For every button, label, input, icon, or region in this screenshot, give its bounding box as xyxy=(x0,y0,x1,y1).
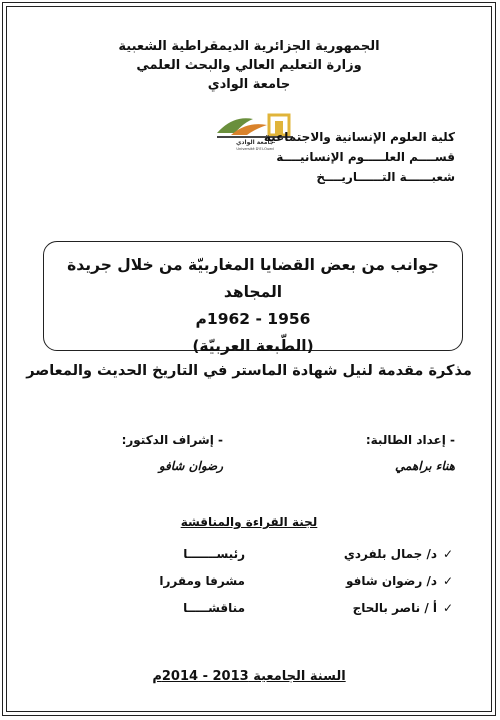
student-label: - إعداد الطالبة: xyxy=(365,433,455,447)
ministry-line: وزارة التعليم العالي والبحث العلمي xyxy=(136,58,362,73)
student-block xyxy=(285,431,455,473)
department-line: قســــم العلـــــوم الإنسانيــــة xyxy=(276,150,455,164)
member-name: أ / ناصر بالحاج xyxy=(352,601,437,615)
thesis-edition: (الطّبعة العربيّة) xyxy=(192,337,314,355)
thesis-years: 1956 - 1962م xyxy=(195,310,311,328)
member-role: رئيســـــــا xyxy=(183,547,245,561)
republic-line: الجمهورية الجزائرية الديمقراطية الشعبية xyxy=(118,39,380,54)
student-name: هناء براهمي xyxy=(395,459,455,473)
committee-row xyxy=(3,547,495,567)
check-icon: ✓ xyxy=(442,547,454,561)
thesis-title: جوانب من بعض القضايا المغاربيّة من خلال جريدة المجاهد xyxy=(67,256,439,301)
committee-row xyxy=(3,574,495,594)
member-role: مشرفا ومقررا xyxy=(159,574,245,588)
title-box xyxy=(43,241,463,355)
check-icon: ✓ xyxy=(442,601,454,615)
document-header xyxy=(3,37,495,94)
memoir-description: مذكرة مقدمة لنيل شهادة الماستر في التاريخ الحديث والمعاصر xyxy=(26,363,472,379)
supervisor-label: - إشراف الدكتور: xyxy=(121,433,223,447)
faculty-line: كلية العلوم الإنسانية والاجتماعية xyxy=(263,130,455,144)
logo-arabic-text: جامعة الوادي xyxy=(235,139,275,146)
logo-latin-text: Université D'El-Oued xyxy=(236,147,274,151)
member-role: مناقشـــــا xyxy=(183,601,245,615)
committee-title: لجنة القراءة والمناقشة xyxy=(180,515,318,529)
branch-line: شعبــــــة التــــــاريــــخ xyxy=(316,170,455,184)
member-name: د/ جمال بلفردي xyxy=(343,547,437,561)
supervisor-block xyxy=(53,431,223,473)
faculty-block xyxy=(264,127,455,187)
academic-year: السنة الجامعية 2013 - 2014م xyxy=(152,669,346,684)
document-page xyxy=(2,2,496,716)
university-line: جامعة الوادي xyxy=(207,77,291,92)
member-name: د/ رضوان شافو xyxy=(346,574,437,588)
committee-row xyxy=(3,601,495,621)
supervisor-name: رضوان شافو xyxy=(158,459,223,473)
check-icon: ✓ xyxy=(442,574,454,588)
